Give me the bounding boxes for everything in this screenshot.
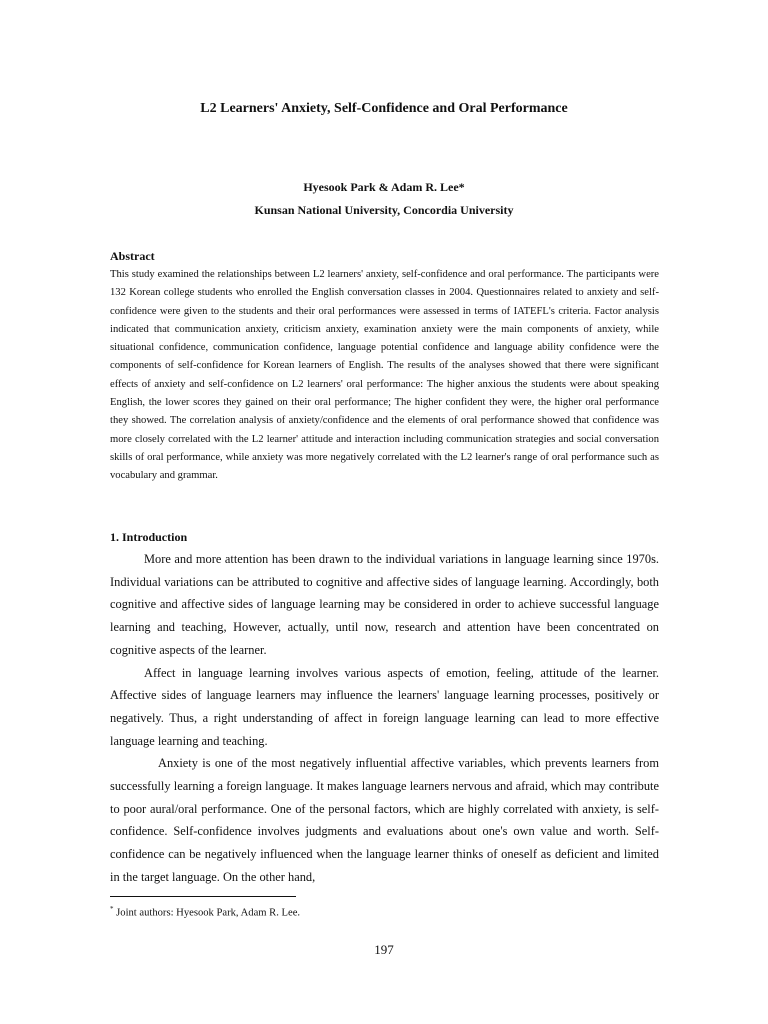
- abstract-heading: Abstract: [110, 249, 155, 263]
- page-number: 197: [374, 942, 394, 957]
- introduction-body: [110, 548, 659, 889]
- footnote-mark: *: [110, 905, 114, 913]
- author-line: [0, 180, 768, 195]
- introduction-paragraph: Anxiety is one of the most negatively influential affective variables, which prevents learners from successfully learning a foreign language. It makes language learners nervous and afraid, which may contribute to poor aural/oral performance. One of the personal factors, which are highly correlated with anxiety, is self-confidence. Self-confidence involves judgments and evaluations about one's own value and worth. Self-confidence can be negatively influenced when the language learner thinks of oneself as deficient and limited in the target language. On the other hand,: [110, 756, 659, 884]
- introduction-paragraph: Affect in language learning involves various aspects of emotion, feeling, attitude of the learner. Affective sides of language learners may influence the learners' language learning processes, positively or negatively. Thus, a right understanding of affect in foreign language learning can lead to more effective language learning and teaching.: [110, 665, 659, 748]
- paper-title: L2 Learners' Anxiety, Self-Confidence and Oral Performance: [200, 101, 568, 116]
- footnote: [110, 905, 300, 919]
- author-names: Hyesook Park & Adam R. Lee: [303, 180, 459, 194]
- introduction-heading: 1. Introduction: [110, 530, 188, 544]
- footnote-text: Joint authors: Hyesook Park, Adam R. Lee.: [113, 907, 301, 919]
- author-footnote-mark: *: [458, 180, 465, 194]
- footnote-divider: [110, 896, 296, 897]
- affiliations: Kunsan National University, Concordia University: [254, 203, 514, 217]
- abstract-text: This study examined the relationships between L2 learners' anxiety, self-confidence and oral performance. The participants were 132 Korean college students who enrolled the English conversation classes in 2004. Questionnaires related to anxiety and self-confidence were given to the students and their oral performances were assessed in terms of IATEFL's criteria. Factor analysis indicated that communication anxiety, criticism anxiety, examination anxiety were the main components of anxiety, while situational confidence, communication confidence, language potential confidence and language ability confidence were the components of self-confidence for Korean learners of English. The results of the analyses showed that there were significant effects of anxiety and self-confidence on L2 learners' oral performance: The higher anxious the students were about speaking English, the lower scores they gained on their oral performance; The higher confident they were, the higher oral performance they showed. The correlation analysis of anxiety/confidence and the elements of oral performance showed that confidence was more closely correlated with the L2 learner' attitude and interaction including communication strategies and social conversation skills of oral performance, while anxiety was more negatively correlated with the L2 learner's range of oral performance such as vocabulary and grammar.: [110, 269, 659, 482]
- introduction-paragraph: More and more attention has been drawn to the individual variations in language learning since 1970s. Individual variations can be attributed to cognitive and affective sides of language learning. Accordingly, both cognitive and affective sides of language learning may be considered in order to achieve successful language learning and teaching, However, actually, until now, research and attention have been concentrated on cognitive aspects of the learner.: [110, 552, 659, 657]
